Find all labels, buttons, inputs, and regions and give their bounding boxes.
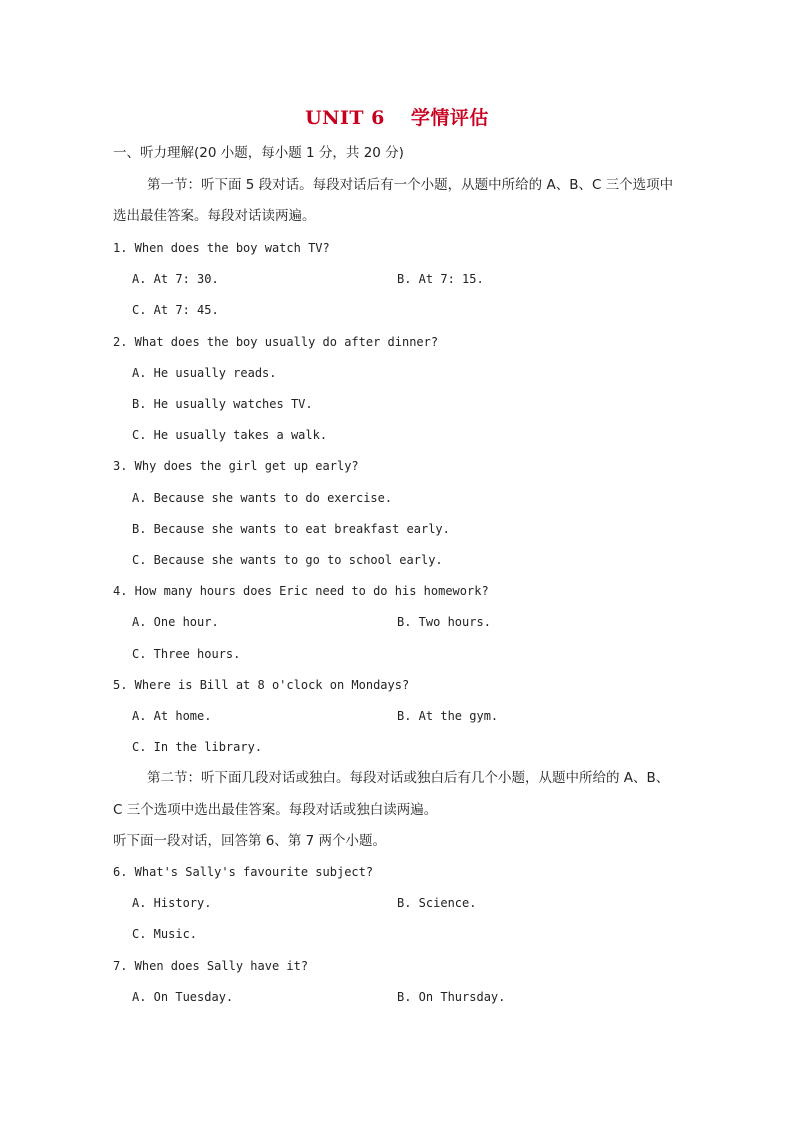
question-2-option-a: A. He usually reads.	[132, 366, 277, 380]
unit-label: UNIT 6	[305, 107, 385, 129]
part1-instruction-line1: 第一节：听下面 5 段对话。每段对话后有一个小题，从题中所给的 A、B、C 三个选项中	[147, 177, 674, 193]
question-5-option-b: B. At the gym.	[397, 709, 499, 723]
question-2: 2. What does the boy usually do after dinner?	[113, 335, 439, 349]
part1-instruction-line2: 选出最佳答案。每段对话读两遍。	[113, 208, 316, 224]
question-3: 3. Why does the girl get up early?	[113, 459, 359, 473]
question-2-option-b: B. He usually watches TV.	[132, 397, 313, 411]
question-3-option-b: B. Because she wants to eat breakfast early.	[132, 522, 450, 536]
section-heading: 一、听力理解(20 小题，每小题 1 分，共 20 分)	[113, 145, 404, 161]
question-6-option-c: C. Music.	[132, 927, 198, 941]
title-subtitle: 学情评估	[410, 107, 489, 129]
question-4-option-c: C. Three hours.	[132, 647, 241, 661]
question-7: 7. When does Sally have it?	[113, 959, 309, 973]
question-5-option-a: A. At home.	[132, 709, 212, 723]
question-6-option-a: A. History.	[132, 896, 212, 910]
question-2-option-c: C. He usually takes a walk.	[132, 428, 328, 442]
question-7-option-b: B. On Thursday.	[397, 990, 506, 1004]
question-3-option-a: A. Because she wants to do exercise.	[132, 491, 393, 505]
question-5: 5. Where is Bill at 8 o'clock on Mondays?	[113, 678, 410, 692]
question-1-option-b: B. At 7: 15.	[397, 272, 484, 286]
question-4-option-a: A. One hour.	[132, 615, 219, 629]
question-1-option-a: A. At 7: 30.	[132, 272, 219, 286]
part2-instruction-line2: C 三个选项中选出最佳答案。每段对话或独白读两遍。	[113, 802, 438, 818]
question-4: 4. How many hours does Eric need to do his homework?	[113, 584, 489, 598]
question-4-option-b: B. Two hours.	[397, 615, 491, 629]
page-title	[0, 103, 794, 130]
question-5-option-c: C. In the library.	[132, 740, 263, 754]
question-7-option-a: A. On Tuesday.	[132, 990, 234, 1004]
question-1: 1. When does the boy watch TV?	[113, 241, 330, 255]
question-3-option-c: C. Because she wants to go to school early.	[132, 553, 443, 567]
question-6: 6. What's Sally's favourite subject?	[113, 865, 374, 879]
part2-instruction-line1: 第二节：听下面几段对话或独白。每段对话或独白后有几个小题，从题中所给的 A、B、	[147, 770, 670, 786]
part2-dialogue-note: 听下面一段对话，回答第 6、第 7 两个小题。	[113, 833, 387, 849]
question-1-option-c: C. At 7: 45.	[132, 303, 219, 317]
question-6-option-b: B. Science.	[397, 896, 477, 910]
